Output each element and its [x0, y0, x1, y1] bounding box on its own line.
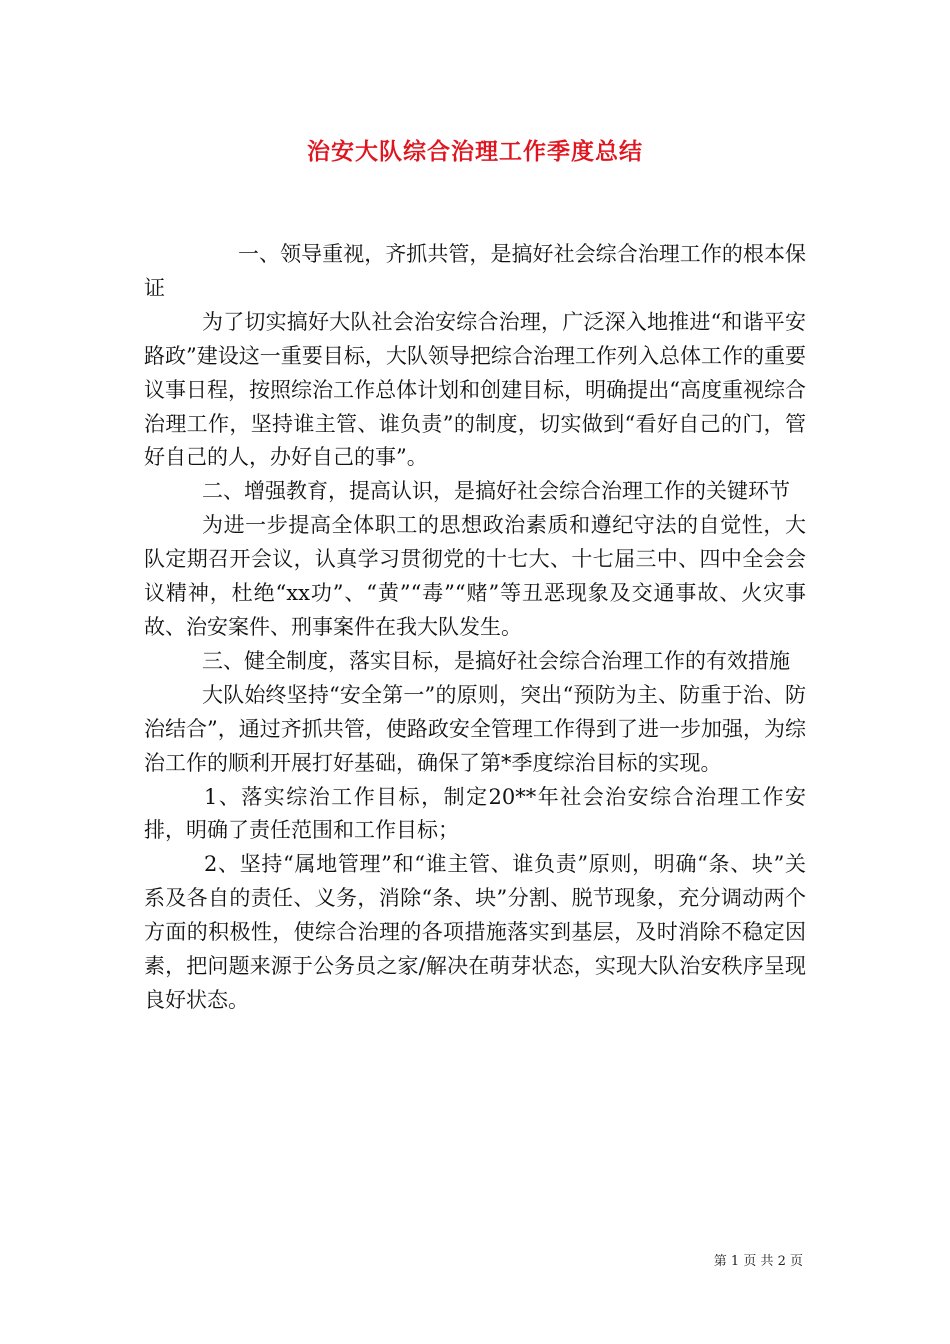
section-heading-1: 一、领导重视，齐抓共管，是搞好社会综合治理工作的根本保证 — [144, 242, 806, 300]
document-title: 治安大队综合治理工作季度总结 — [307, 138, 643, 165]
document-body — [144, 238, 806, 1018]
section-heading-2: 二、增强教育，提高认识，是搞好社会综合治理工作的关键环节 — [202, 479, 790, 504]
paragraph: 为了切实搞好大队社会治安综合治理，广泛深入地推进“和谐平安路政”建设这一重要目标，大队领导把综合治理工作列入总体工作的重要议事日程，按照综治工作总体计划和创建目标，明确提出“高度重视综合治理工作，坚持谁主管、谁负责”的制度，切实做到“看好自己的门，管好自己的人，办好自己的事”。 — [144, 309, 806, 470]
paragraph: 大队始终坚持“安全第一”的原则，突出“预防为主、防重于治、防治结合”，通过齐抓共管，使路政安全管理工作得到了进一步加强，为综治工作的顺利开展打好基础，确保了第*季度综治目标的实现。 — [144, 682, 806, 775]
page-number: 第 1 页 共 2 页 — [713, 1254, 803, 1269]
section-heading-3: 三、健全制度，落实目标，是搞好社会综合治理工作的有效措施 — [202, 648, 790, 673]
list-item: 1、落实综治工作目标，制定20**年社会治安综合治理工作安排，明确了责任范围和工作目标； — [144, 784, 806, 843]
list-item: 2、坚持“属地管理”和“谁主管、谁负责”原则，明确“条、块”关系及各自的责任、义务，消除“条、块”分割、脱节现象，充分调动两个方面的积极性，使综合治理的各项措施落实到基层，及时消除不稳定因素，把问题来源于公务员之家/解决在萌芽状态，实现大队治安秩序呈现良好状态。 — [144, 852, 806, 1012]
paragraph: 为进一步提高全体职工的思想政治素质和遵纪守法的自觉性，大队定期召开会议，认真学习贯彻党的十七大、十七届三中、四中全会会议精神，杜绝“xx功”、“黄”“毒”“赌”等丑恶现象及交通事故、火灾事故、治安案件、刑事案件在我大队发生。 — [144, 513, 806, 639]
